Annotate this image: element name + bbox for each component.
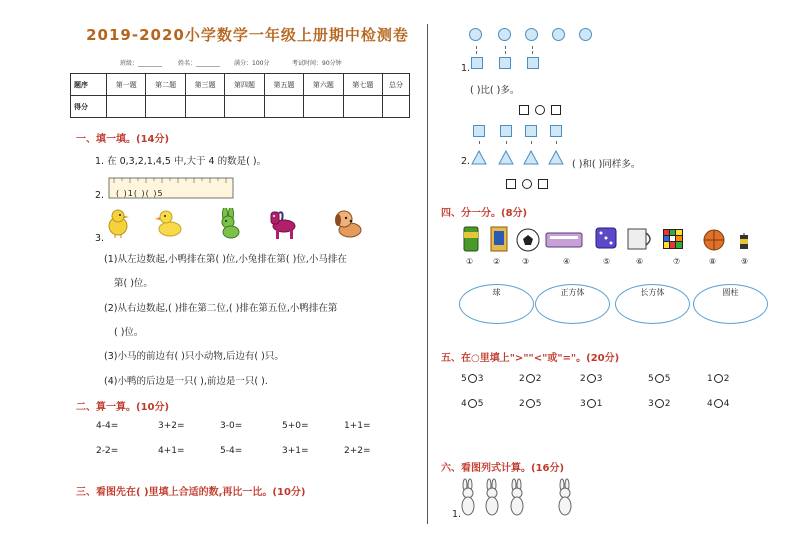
battery-icon bbox=[740, 233, 748, 249]
pony-icon bbox=[266, 208, 300, 244]
answer-circle[interactable] bbox=[535, 105, 545, 115]
table-cell: 第三题 bbox=[185, 74, 224, 96]
compare-item: 3 2 bbox=[648, 399, 671, 409]
calc-item: 2-2= bbox=[96, 446, 119, 456]
ruler-text: ( )1( )( )5 bbox=[116, 189, 164, 198]
section-4-heading: 四、分一分。(8分) bbox=[441, 208, 528, 219]
table-cell: 总分 bbox=[383, 74, 410, 96]
dot-line bbox=[505, 51, 506, 54]
dot-line bbox=[476, 46, 477, 49]
table-cell: 第七题 bbox=[343, 74, 382, 96]
rubiks-cube-icon bbox=[663, 229, 683, 249]
question-1-2-label: 2. bbox=[95, 190, 105, 201]
dot-line bbox=[505, 46, 506, 49]
compare-circle[interactable] bbox=[526, 399, 535, 408]
die-icon bbox=[596, 228, 616, 248]
square-shape bbox=[500, 125, 512, 137]
answer-square[interactable] bbox=[538, 179, 548, 189]
section-5-heading: 五、在○里填上">""<"或"="。(20分) bbox=[441, 353, 620, 364]
calc-item: 1+1= bbox=[344, 421, 371, 431]
category-label: 长方体 bbox=[640, 288, 665, 297]
triangle-shape bbox=[524, 151, 538, 164]
object-number: ⑧ bbox=[709, 257, 717, 266]
score-cell[interactable] bbox=[264, 96, 303, 118]
score-cell[interactable] bbox=[304, 96, 343, 118]
table-cell: 第六题 bbox=[304, 74, 343, 96]
calc-item: 3+1= bbox=[282, 446, 309, 456]
object-number: ⑥ bbox=[636, 257, 644, 266]
item-2-text: ( )和( )同样多。 bbox=[572, 159, 641, 170]
dot-line bbox=[556, 141, 557, 144]
compare-circle[interactable] bbox=[468, 399, 477, 408]
time-label: 考试时间：90分钟 bbox=[292, 60, 342, 67]
calc-item: 5+0= bbox=[282, 421, 309, 431]
compare-circle[interactable] bbox=[655, 374, 664, 383]
calc-item: 3-0= bbox=[220, 421, 243, 431]
object-number: ② bbox=[493, 257, 501, 266]
basketball-icon bbox=[704, 230, 724, 250]
box-icon bbox=[491, 227, 507, 251]
dot-line bbox=[531, 141, 532, 144]
compare-item: 2 2 bbox=[519, 374, 542, 384]
puppy-icon bbox=[332, 208, 366, 244]
score-cell[interactable] bbox=[225, 96, 264, 118]
class-label: 班级：________ bbox=[120, 60, 163, 67]
answer-square[interactable] bbox=[519, 105, 529, 115]
circle-shape bbox=[552, 28, 565, 41]
category-label: 球 bbox=[492, 288, 501, 297]
compare-item: 5 5 bbox=[648, 374, 671, 384]
compare-item: 1 2 bbox=[707, 374, 730, 384]
object-number: ④ bbox=[563, 257, 571, 266]
section-1-heading: 一、填一填。(14分) bbox=[76, 134, 170, 145]
compare-circle[interactable] bbox=[587, 374, 596, 383]
compare-circle[interactable] bbox=[526, 374, 535, 383]
compare-item: 3 1 bbox=[580, 399, 603, 409]
rabbit-icon bbox=[216, 208, 244, 244]
dot-line bbox=[532, 46, 533, 49]
square-shape bbox=[499, 57, 511, 69]
compare-circle[interactable] bbox=[655, 399, 664, 408]
calc-item: 2+2= bbox=[344, 446, 371, 456]
duckling-icon bbox=[155, 208, 183, 242]
score-cell[interactable] bbox=[185, 96, 224, 118]
square-shape bbox=[471, 57, 483, 69]
table-cell: 题序 bbox=[71, 74, 107, 96]
dot-line bbox=[532, 51, 533, 54]
circle-shape bbox=[525, 28, 538, 41]
object-number: ⑦ bbox=[673, 257, 681, 266]
rabbit-icon bbox=[511, 479, 523, 515]
score-cell[interactable] bbox=[383, 96, 410, 118]
table-cell: 得分 bbox=[71, 96, 107, 118]
circle-shape bbox=[469, 28, 482, 41]
table-cell: 第一题 bbox=[107, 74, 146, 96]
answer-square[interactable] bbox=[506, 179, 516, 189]
item-2-label: 2. bbox=[461, 156, 471, 167]
triangle-shape bbox=[499, 151, 513, 164]
question-1-3-4: (4)小鸭的后边是一只( ),前边是一只( ). bbox=[104, 376, 268, 387]
circle-shape bbox=[498, 28, 511, 41]
score-cell[interactable] bbox=[343, 96, 382, 118]
rabbit-icon bbox=[462, 479, 474, 515]
score-cell[interactable] bbox=[107, 96, 146, 118]
section-2-heading: 二、算一算。(10分) bbox=[76, 402, 170, 413]
soccer-ball-icon bbox=[517, 229, 539, 251]
compare-item: 2 5 bbox=[519, 399, 542, 409]
question-1-1: 1. 在 0,3,2,1,4,5 中,大于 4 的数是( )。 bbox=[95, 156, 267, 167]
square-shape bbox=[527, 57, 539, 69]
calc-item: 4-4= bbox=[96, 421, 119, 431]
calc-item: 5-4= bbox=[220, 446, 243, 456]
item-1-label: 1. bbox=[461, 63, 471, 74]
question-1-3-3: (3)小马的前边有( )只小动物,后边有( )只。 bbox=[104, 351, 284, 362]
calc-item: 3+2= bbox=[158, 421, 185, 431]
triangle-row bbox=[471, 150, 567, 170]
object-number: ⑤ bbox=[603, 257, 611, 266]
dot-line bbox=[506, 141, 507, 144]
mug-icon bbox=[628, 229, 650, 249]
can-icon bbox=[464, 227, 478, 251]
score-table-score-row bbox=[71, 96, 410, 118]
square-shape bbox=[525, 125, 537, 137]
square-shape bbox=[550, 125, 562, 137]
objects-row bbox=[458, 223, 758, 259]
answer-circle[interactable] bbox=[522, 179, 532, 189]
circle-shape bbox=[579, 28, 592, 41]
compare-circle[interactable] bbox=[714, 399, 723, 408]
rabbits-figure bbox=[458, 478, 583, 524]
question-1-3-2a: (2)从右边数起,( )排在第二位,( )排在第五位,小鸭排在第 bbox=[104, 303, 338, 314]
score-cell[interactable] bbox=[146, 96, 185, 118]
compare-item: 2 3 bbox=[580, 374, 603, 384]
pencil-case-icon bbox=[546, 233, 582, 247]
score-table-header-row bbox=[71, 74, 410, 96]
compare-item: 4 5 bbox=[461, 399, 484, 409]
name-label: 姓名：________ bbox=[178, 60, 221, 67]
category-label: 圆柱 bbox=[722, 288, 739, 297]
item-1-text: ( )比( )多。 bbox=[470, 85, 520, 96]
score-table bbox=[70, 73, 410, 118]
item-6-1-label: 1. bbox=[452, 509, 462, 520]
object-number: ① bbox=[466, 257, 474, 266]
compare-item: 4 4 bbox=[707, 399, 730, 409]
table-cell: 第四题 bbox=[225, 74, 264, 96]
section-3-heading: 三、看图先在( )里填上合适的数,再比一比。(10分) bbox=[76, 487, 306, 498]
object-number: ③ bbox=[522, 257, 530, 266]
compare-circle[interactable] bbox=[714, 374, 723, 383]
triangle-shape bbox=[472, 151, 486, 164]
square-shape bbox=[473, 125, 485, 137]
compare-circle[interactable] bbox=[468, 374, 477, 383]
table-cell: 第五题 bbox=[264, 74, 303, 96]
rabbit-icon bbox=[559, 479, 571, 515]
dot-line bbox=[479, 141, 480, 144]
question-1-3-2b: ( )位。 bbox=[114, 327, 144, 338]
table-cell: 第二题 bbox=[146, 74, 185, 96]
calc-item: 4+1= bbox=[158, 446, 185, 456]
compare-circle[interactable] bbox=[587, 399, 596, 408]
total-label: 满分：100分 bbox=[234, 60, 270, 67]
triangle-shape bbox=[549, 151, 563, 164]
section-6-heading: 六、看图列式计算。(16分) bbox=[441, 463, 565, 474]
rabbit-icon bbox=[486, 479, 498, 515]
column-divider bbox=[427, 24, 428, 524]
page-title: 2019-2020小学数学一年级上册期中检测卷 bbox=[86, 26, 409, 44]
answer-square[interactable] bbox=[551, 105, 561, 115]
object-number: ⑨ bbox=[741, 257, 749, 266]
category-label: 正方体 bbox=[560, 288, 585, 297]
compare-item: 5 3 bbox=[461, 374, 484, 384]
question-1-3-1a: (1)从左边数起,小鸭排在第( )位,小兔排在第( )位,小马排在 bbox=[104, 254, 347, 265]
chick-icon bbox=[104, 208, 132, 242]
question-1-3-label: 3. bbox=[95, 233, 105, 244]
dot-line bbox=[476, 51, 477, 54]
question-1-3-1b: 第( )位。 bbox=[114, 278, 153, 289]
